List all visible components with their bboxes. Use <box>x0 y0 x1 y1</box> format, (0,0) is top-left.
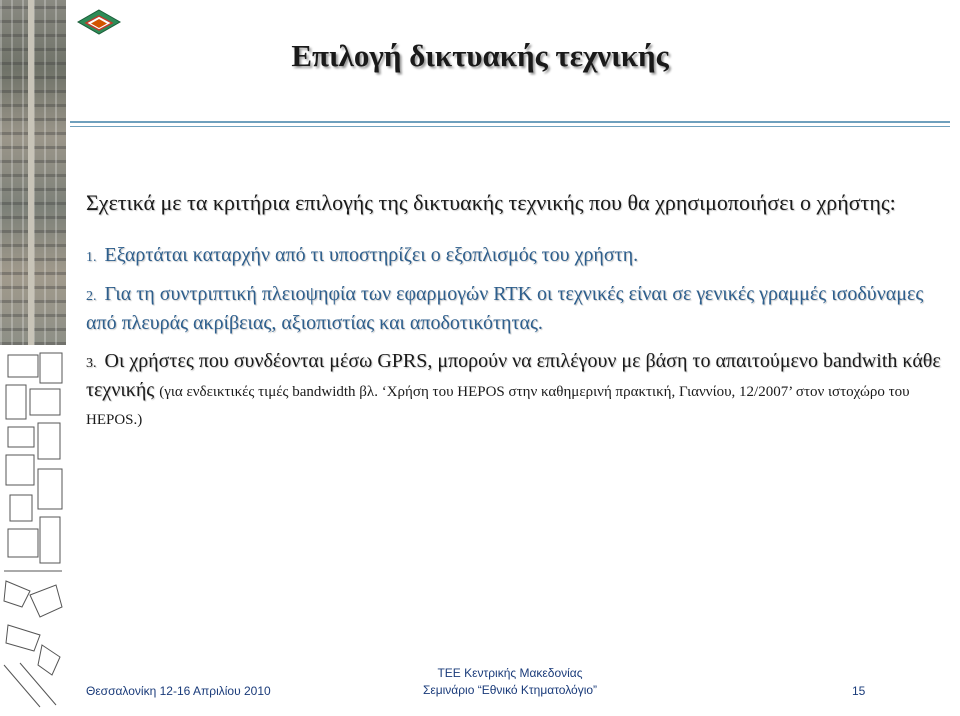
slide-body <box>86 188 950 433</box>
left-decorative-strip <box>0 0 66 716</box>
footer-organizer <box>360 665 660 699</box>
list-item-1 <box>86 242 950 271</box>
logo-icon <box>74 6 124 42</box>
cadastral-map-strip <box>0 345 66 716</box>
list-number: 2. <box>86 289 97 304</box>
list-text: Εξαρτάται καταρχήν από τι υποστηρίζει ο εξοπλισμός του χρήστη. <box>104 244 639 266</box>
footer-organizer-line2: Σεμινάριο “Εθνικό Κτηματολόγιο” <box>422 683 598 697</box>
list-item-2 <box>86 281 950 336</box>
page-number: 15 <box>852 684 866 698</box>
footer-organizer-line1: ΤΕΕ Κεντρικής Μακεδονίας <box>437 666 583 680</box>
list-number: 1. <box>86 250 97 265</box>
list-note: (για ενδεικτικές τιμές bandwidth βλ. ‘Χρήση του HEPOS στην καθημερινή πρακτική, Γιαννίου, 12/2007’ στον ιστοχώρο του HEPOS.) <box>86 384 910 428</box>
title-rule <box>70 121 950 123</box>
list-text: Για τη συντριπτική πλειοψηφία των εφαρμογών RTK οι τεχνικές είναι σε γενικές γραμμές ισοδύναμες από πλευράς ακρίβειας, αξιοπιστίας και αποδοτικότητας. <box>86 283 924 334</box>
list-text: Οι χρήστες που συνδέονται μέσω GPRS, μπορούν να επιλέγουν με βάση το απαιτούμενο bandwith κάθε τεχνικής <box>86 350 941 401</box>
footer-date: Θεσσαλονίκη 12-16 Απριλίου 2010 <box>86 684 271 698</box>
list-item-3 <box>86 348 950 433</box>
list-number: 3. <box>86 356 97 371</box>
slide-title: Επιλογή δικτυακής τεχνικής <box>291 38 669 73</box>
intro-paragraph: Σχετικά με τα κριτήρια επιλογής της δικτυακής τεχνικής που θα χρησιμοποιήσει ο χρήστης: <box>86 190 896 215</box>
title-rule-thin <box>70 126 950 127</box>
